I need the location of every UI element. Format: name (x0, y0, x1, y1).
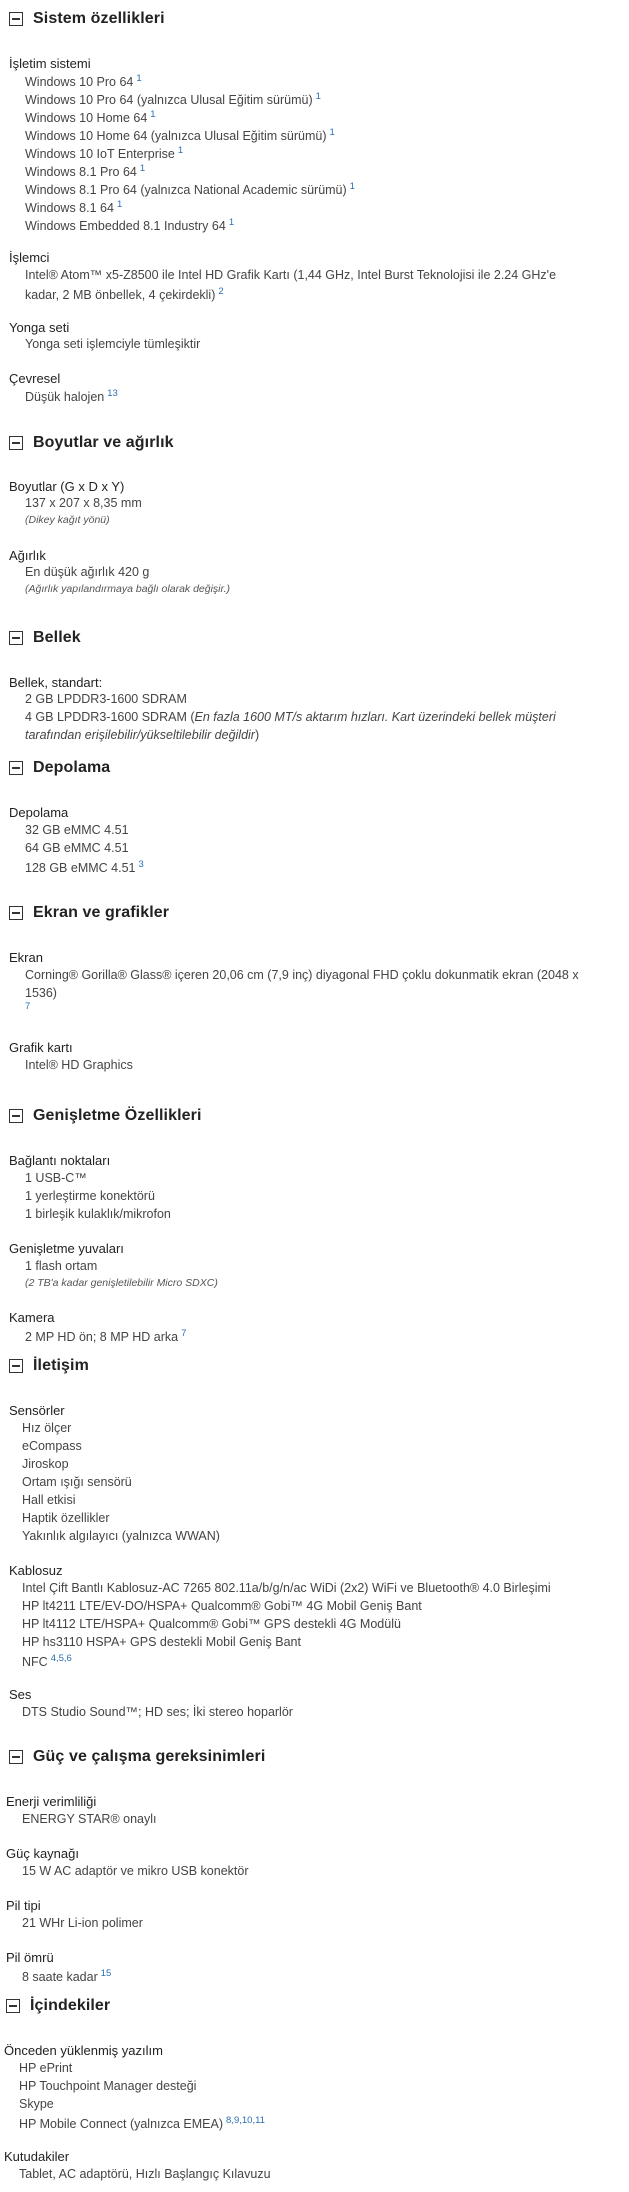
supply-value: 15 W AC adaptör ve mikro USB konektör (22, 1864, 249, 1878)
screen-line: 1536) (25, 986, 57, 1000)
os-item: Windows 8.1 64 $^1$ (25, 199, 123, 216)
wireless-item: HP lt4211 LTE/EV-DO/HSPA+ Qualcomm® Gobi™ 4G Mobil Geniş Bant (22, 1599, 422, 1613)
storage-item: 64 GB eMMC 4.51 (25, 841, 129, 855)
section-title: Boyutlar ve ağırlık (33, 434, 174, 451)
storage-label: Depolama (9, 805, 69, 820)
slots-note: (2 TB'a kadar genişletilebilir Micro SDXC) (25, 1277, 218, 1289)
memory-standard-label: Bellek, standart: (9, 675, 103, 690)
collapse-icon[interactable] (6, 1999, 20, 2013)
gpu-value: Intel® HD Graphics (25, 1058, 133, 1072)
section-title: Ekran ve grafikler (33, 904, 170, 921)
sensor-item: Hız ölçer (22, 1421, 72, 1435)
port-item: 1 USB-C™ (25, 1171, 87, 1185)
section-title: İletişim (33, 1357, 89, 1374)
sensor-item: Haptik özellikler (22, 1511, 110, 1525)
ports-label: Bağlantı noktaları (9, 1153, 111, 1168)
weight-label: Ağırlık (9, 548, 46, 563)
collapse-icon[interactable] (9, 1359, 23, 1373)
software-item: HP Touchpoint Manager desteği (19, 2079, 197, 2093)
os-item: Windows 10 Pro 64 $^1$ (25, 73, 142, 90)
os-item: Windows 10 IoT Enterprise $^1$ (25, 145, 184, 162)
audio-label: Ses (9, 1687, 32, 1702)
screen-footnote: 7 (25, 1001, 31, 1012)
camera-label: Kamera (9, 1310, 55, 1325)
software-item: Skype (19, 2097, 54, 2111)
section-header-dimensions[interactable] (9, 432, 174, 454)
battery-life-value: 8 saate kadar $^{15}$ (22, 1968, 112, 1985)
collapse-icon[interactable] (9, 906, 23, 920)
cpu-line: kadar, 2 MB önbellek, 4 çekirdekli) $^2$ (25, 286, 224, 303)
wireless-item: HP hs3110 HSPA+ GPS destekli Mobil Geniş Bant (22, 1635, 301, 1649)
collapse-icon[interactable] (9, 12, 23, 26)
memory-line: 4 GB LPDDR3-1600 SDRAM (En fazla 1600 MT/s aktarım hızları. Kart üzerindeki bellek müşteri (25, 710, 556, 724)
dimensions-note: (Dikey kağıt yönü) (25, 514, 110, 526)
battery-label: Pil tipi (6, 1898, 41, 1913)
sensors-label: Sensörler (9, 1403, 65, 1418)
energy-value: ENERGY STAR® onaylı (22, 1812, 157, 1826)
section-title: Genişletme Özellikleri (33, 1107, 202, 1124)
camera-value: 2 MP HD ön; 8 MP HD arka $^7$ (25, 1328, 187, 1345)
sensor-item: Yakınlık algılayıcı (yalnızca WWAN) (22, 1529, 220, 1543)
software-label: Önceden yüklenmiş yazılım (4, 2043, 163, 2058)
slots-label: Genişletme yuvaları (9, 1241, 124, 1256)
slots-value: 1 flash ortam (25, 1259, 98, 1273)
section-header-system[interactable] (9, 8, 165, 30)
env-label: Çevresel (9, 371, 61, 386)
sensor-item: Jiroskop (22, 1457, 69, 1471)
screen-label: Ekran (9, 950, 43, 965)
box-contents-label: Kutudakiler (4, 2149, 70, 2164)
section-header-power[interactable] (9, 1746, 265, 1768)
section-header-communication[interactable] (9, 1355, 89, 1377)
collapse-icon[interactable] (9, 631, 23, 645)
box-contents-value: Tablet, AC adaptörü, Hızlı Başlangıç Kılavuzu (19, 2167, 271, 2181)
wireless-label: Kablosuz (9, 1563, 63, 1578)
os-item: Windows 8.1 Pro 64 (yalnızca National Academic sürümü) $^1$ (25, 181, 355, 198)
section-title: İçindekiler (30, 1997, 111, 2014)
sensor-item: eCompass (22, 1439, 82, 1453)
battery-value: 21 WHr Li-ion polimer (22, 1916, 143, 1930)
cpu-line: Intel® Atom™ x5-Z8500 ile Intel HD Grafik Kartı (1,44 GHz, Intel Burst Teknolojisi ile 2.24 GHz'e (25, 268, 557, 282)
sensor-item: Hall etkisi (22, 1493, 76, 1507)
battery-life-label: Pil ömrü (6, 1950, 54, 1965)
section-header-storage[interactable] (9, 757, 110, 779)
collapse-icon[interactable] (9, 1750, 23, 1764)
gpu-label: Grafik kartı (9, 1040, 73, 1055)
section-header-memory[interactable] (9, 627, 81, 649)
software-item: HP ePrint (19, 2061, 73, 2075)
env-value: Düşük halojen $^{13}$ (25, 388, 118, 405)
section-title: Sistem özellikleri (33, 10, 165, 27)
os-item: Windows Embedded 8.1 Industry 64 $^1$ (25, 217, 235, 234)
section-header-contents[interactable] (6, 1995, 110, 2017)
collapse-icon[interactable] (9, 761, 23, 775)
storage-item: 128 GB eMMC 4.51 $^3$ (25, 859, 144, 876)
collapse-icon[interactable] (9, 436, 23, 450)
weight-note: (Ağırlık yapılandırmaya bağlı olarak değişir.) (25, 583, 231, 595)
memory-line: 2 GB LPDDR3-1600 SDRAM (25, 692, 187, 706)
wireless-item: NFC $^{4,5,6}$ (22, 1653, 72, 1670)
energy-label: Enerji verimliliği (6, 1794, 97, 1809)
audio-value: DTS Studio Sound™; HD ses; İki stereo hoparlör (22, 1705, 293, 1719)
section-header-expansion[interactable] (9, 1105, 202, 1127)
os-item: Windows 10 Pro 64 (yalnızca Ulusal Eğitim sürümü) $^1$ (25, 91, 321, 108)
section-title: Depolama (33, 759, 111, 776)
port-item: 1 birleşik kulaklık/mikrofon (25, 1207, 171, 1221)
software-item: HP Mobile Connect (yalnızca EMEA) $^{8,9,10,11}$ (19, 2115, 265, 2132)
os-label: İşletim sistemi (9, 56, 91, 71)
chipset-value: Yonga seti işlemciyle tümleşiktir (25, 337, 201, 351)
os-item: Windows 8.1 Pro 64 $^1$ (25, 163, 146, 180)
supply-label: Güç kaynağı (6, 1846, 79, 1861)
screen-line: Corning® Gorilla® Glass® içeren 20,06 cm (7,9 inç) diyagonal FHD çoklu dokunmatik ekran (2048 x (25, 968, 579, 982)
wireless-item: Intel Çift Bantlı Kablosuz-AC 7265 802.11a/b/g/n/ac WiDi (2x2) WiFi ve Bluetooth® 4.0 Birleşimi (22, 1581, 551, 1595)
port-item: 1 yerleştirme konektörü (25, 1189, 155, 1203)
collapse-icon[interactable] (9, 1109, 23, 1123)
dimensions-label: Boyutlar (G x D x Y) (9, 479, 125, 494)
chipset-label: Yonga seti (9, 320, 70, 335)
wireless-item: HP lt4112 LTE/HSPA+ Qualcomm® Gobi™ GPS destekli 4G Modülü (22, 1617, 401, 1631)
os-item: Windows 10 Home 64 (yalnızca Ulusal Eğitim sürümü) $^1$ (25, 127, 335, 144)
section-title: Bellek (33, 629, 81, 646)
storage-item: 32 GB eMMC 4.51 (25, 823, 129, 837)
cpu-label: İşlemci (9, 250, 50, 265)
memory-line: tarafından erişilebilir/yükseltilebilir değildir) (25, 728, 260, 742)
section-header-display[interactable] (9, 902, 169, 924)
weight-value: En düşük ağırlık 420 g (25, 565, 150, 579)
section-title: Güç ve çalışma gereksinimleri (33, 1748, 266, 1765)
os-item: Windows 10 Home 64 $^1$ (25, 109, 156, 126)
dimensions-value: 137 x 207 x 8,35 mm (25, 496, 142, 510)
sensor-item: Ortam ışığı sensörü (22, 1475, 132, 1489)
